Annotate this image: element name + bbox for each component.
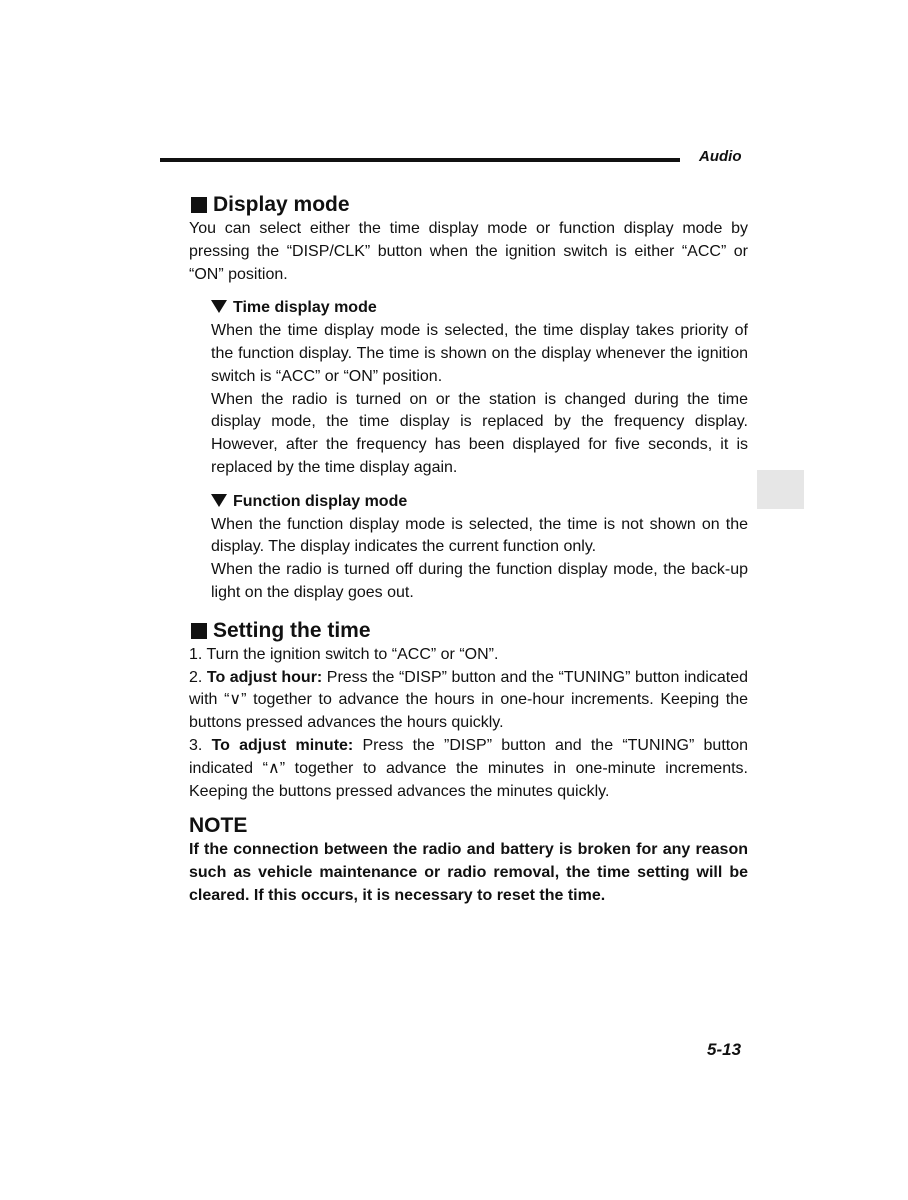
setting-time-heading-text: Setting the time — [213, 618, 371, 642]
setting-time-step-3 — [189, 735, 748, 803]
step-2-text: Press the “DISP” button and the “TUNING” button indicated with “∨” together to advance the hours in one-hour increments. Keeping the buttons pressed advances the hours quickly. — [189, 668, 748, 732]
triangle-bullet-icon — [211, 494, 227, 507]
function-display-heading — [211, 491, 748, 514]
time-display-heading — [211, 297, 748, 320]
time-display-paragraph-2: When the radio is turned on or the station is changed during the time display mode, the time display is replaced by the frequency display. However, after the frequency has been displayed for five seconds, it is replaced by the time display again. — [211, 390, 748, 476]
step-3-text: Press the ”DISP” button and the “TUNING” button indicated “∧” together to advance the minutes in one-minute increments. Keeping the buttons pressed advances the minutes quickly. — [189, 736, 749, 800]
display-mode-heading-text: Display mode — [213, 193, 350, 216]
time-display-heading-text: Time display mode — [233, 299, 377, 317]
square-bullet-icon — [191, 623, 207, 639]
display-mode-heading — [189, 192, 748, 218]
function-display-paragraph-1: When the function display mode is selected, the time is not shown on the display. The display indicates the current function only. — [211, 515, 748, 556]
triangle-bullet-icon — [211, 300, 227, 313]
square-bullet-icon — [191, 197, 207, 213]
function-display-paragraph-2: When the radio is turned off during the function display mode, the back-up light on the display goes out. — [211, 561, 748, 601]
function-display-heading-text: Function display mode — [233, 492, 408, 510]
time-display-paragraph-1: When the time display mode is selected, the time display takes priority of the function display. The time is shown on the display whenever the ignition switch is “ACC” or “ON” position. — [211, 322, 748, 385]
display-mode-intro: You can select either the time display mode or function display mode by pressing the “DISP/CLK” button when the ignition switch is either “ACC” or “ON” position. — [189, 220, 748, 283]
setting-time-heading — [189, 618, 748, 644]
step-3-label: To adjust minute: — [211, 736, 354, 754]
header-rule — [160, 158, 680, 162]
page-content — [189, 192, 748, 908]
setting-time-step-1: 1. Turn the ignition switch to “ACC” or “ON”. — [189, 645, 499, 663]
note-title: NOTE — [189, 814, 248, 838]
step-2-label: To adjust hour: — [206, 668, 323, 686]
step-3-number: 3. — [189, 736, 212, 754]
section-title: Audio — [699, 148, 742, 165]
chapter-tab — [757, 470, 804, 509]
note-text: If the connection between the radio and battery is broken for any reason such as vehicle maintenance or radio removal, the time setting will be cleared. If this occurs, it is necessary to reset the time. — [189, 841, 748, 904]
time-display-subsection — [211, 297, 748, 604]
setting-time-step-2 — [189, 667, 748, 735]
step-2-number: 2. — [189, 668, 207, 686]
page-number: 5-13 — [707, 1040, 742, 1059]
